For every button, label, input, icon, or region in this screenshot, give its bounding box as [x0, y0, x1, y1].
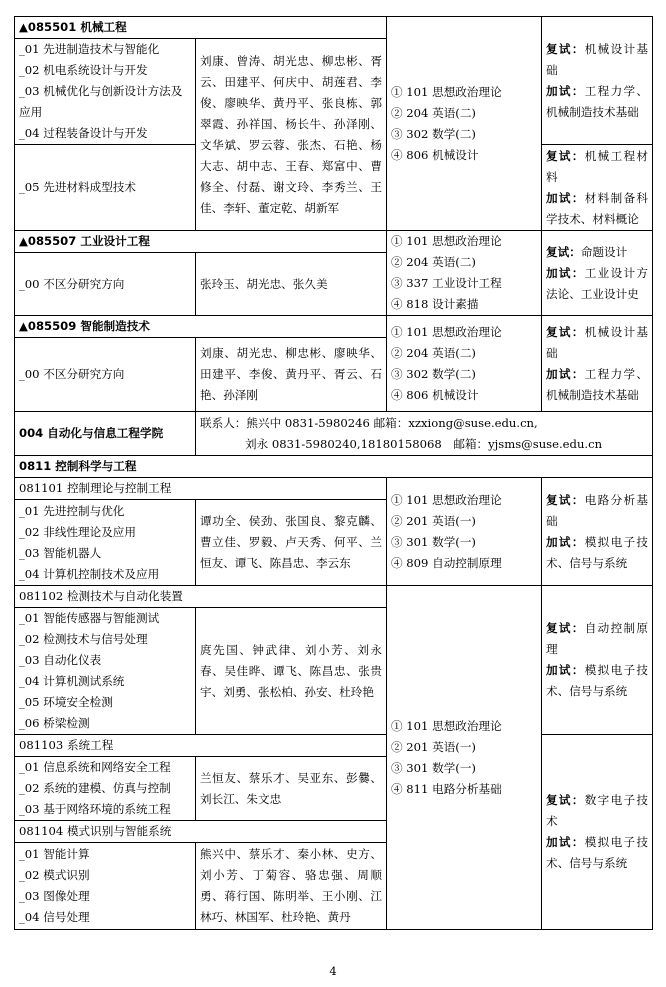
direction-item: _04 计算机测试系统	[19, 674, 125, 688]
direction-item: _02 非线性理论及应用	[19, 524, 136, 539]
research-directions: _00 不区分研究方向	[15, 338, 196, 412]
supervisors: 刘康、胡光忠、柳忠彬、廖映华、田建平、李俊、黄丹平、胥云、石艳、孙泽刚	[196, 338, 387, 412]
direction-item: _01 智能计算	[19, 847, 90, 861]
exam-item: ① 101 思想政治理论	[391, 718, 502, 733]
major-header-row	[15, 231, 653, 253]
research-directions	[15, 757, 196, 821]
exam-item: ② 201 英语(一)	[391, 513, 476, 528]
direction-item: _02 系统的建模、仿真与控制	[19, 781, 171, 795]
contact-line: 联系人：熊兴中 0831-5980246 邮箱：xzxiong@suse.edu.cn,	[200, 415, 538, 430]
direction-item: _02 检测技术与信号处理	[19, 632, 148, 646]
contact-line: 刘永 0831-5980240,18180158068 邮箱：yjsms@suse.edu.cn	[245, 436, 603, 451]
exam-subjects	[387, 316, 542, 412]
enrollment-catalog-page	[14, 16, 652, 930]
direction-item: _01 先进制造技术与智能化	[19, 42, 160, 56]
exam-subjects	[387, 231, 542, 316]
research-directions	[15, 145, 196, 231]
major-header-row	[15, 316, 653, 338]
direction-item: _03 智能机器人	[19, 545, 102, 560]
exam-item: ③ 301 数学(一)	[391, 760, 476, 775]
program-table	[14, 16, 653, 930]
research-directions: _00 不区分研究方向	[15, 253, 196, 316]
retest-cell: 复试：电路分析基础 加试：模拟电子技术、信号与系统	[542, 478, 653, 586]
exam-item: ① 101 思想政治理论	[391, 234, 502, 248]
discipline-header-row	[15, 456, 653, 478]
retest-cell: 复试：数字电子技术 加试：模拟电子技术、信号与系统	[542, 735, 653, 930]
retest-cell: 复试：机械设计基础 加试：工程力学、机械制造技术基础	[542, 17, 653, 145]
contact-info	[196, 412, 653, 456]
exam-item: ② 201 英语(一)	[391, 739, 476, 754]
research-directions	[15, 500, 196, 586]
subdiscipline-title-row	[15, 735, 653, 757]
direction-item: _04 过程装备设计与开发	[19, 126, 148, 140]
exam-item: ② 204 英语(二)	[391, 105, 476, 120]
direction-item: _02 模式识别	[19, 868, 90, 882]
direction-item: _05 先进材料成型技术	[19, 180, 136, 194]
direction-item: _04 计算机控制技术及应用	[19, 566, 160, 581]
subdiscipline-title: 081104 模式识别与智能系统	[15, 821, 387, 843]
direction-item: _01 智能传感器与智能测试	[19, 611, 160, 625]
direction-item: _01 先进控制与优化	[19, 503, 125, 518]
discipline-title: 0811 控制科学与工程	[15, 456, 653, 478]
supervisors: 兰恒友、蔡乐才、吴亚东、彭爨、刘长江、朱文忠	[196, 757, 387, 821]
supervisors: 谭功全、侯劲、张国良、黎克麟、曹立佳、罗毅、卢天秀、何平、兰恒友、谭飞、陈昌忠、李云东	[196, 500, 387, 586]
exam-subjects	[387, 478, 542, 586]
subdiscipline-title-row	[15, 478, 653, 500]
exam-item: ② 204 英语(二)	[391, 345, 476, 360]
direction-item: _06 桥梁检测	[19, 716, 90, 730]
exam-item: ④ 818 设计素描	[391, 297, 479, 311]
supervisors: 熊兴中、蔡乐才、秦小林、史方、刘小芳、丁菊容、骆忠强、周顺勇、蒋行国、陈明举、王小刚、江林巧、林国军、杜玲艳、黄丹	[196, 843, 387, 930]
major-title: ▲085501 机械工程	[15, 17, 387, 39]
supervisors: 张玲玉、胡光忠、张久美	[196, 253, 387, 316]
subdiscipline-title-row	[15, 586, 653, 608]
school-row	[15, 412, 653, 456]
retest-cell: 复试：机械设计基础 加试：工程力学、机械制造技术基础	[542, 316, 653, 412]
research-directions	[15, 39, 196, 145]
exam-item: ① 101 思想政治理论	[391, 492, 502, 507]
direction-item: _05 环境安全检测	[19, 695, 113, 709]
page-number: 4	[329, 964, 337, 978]
research-directions	[15, 843, 196, 930]
retest-cell: 复试：命题设计 加试：工业设计方法论、工业设计史	[542, 231, 653, 316]
exam-item: ② 204 英语(二)	[391, 255, 476, 269]
exam-item: ④ 806 机械设计	[391, 147, 479, 162]
exam-item: ③ 301 数学(一)	[391, 534, 476, 549]
supervisors: 刘康、曾涛、胡光忠、柳忠彬、胥云、田建平、何庆中、胡莲君、李俊、廖映华、黄丹平、张良栋、郭翠霞、孙祥国、杨长牛、孙泽刚、文华斌、罗云蓉、张杰、石艳、杨大志、胡中志、王春、郑富中、曹修全、付磊、谢文玲、李秀兰、王佳、李轩、董定乾、胡新军	[196, 39, 387, 231]
exam-item: ① 101 思想政治理论	[391, 84, 502, 99]
direction-item: _02 机电系统设计与开发	[19, 63, 148, 77]
exam-item: ③ 302 数学(二)	[391, 366, 476, 381]
exam-subjects	[387, 17, 542, 231]
subdiscipline-title: 081101 控制理论与控制工程	[15, 478, 387, 500]
major-title: ▲085507 工业设计工程	[15, 231, 387, 253]
exam-subjects	[387, 586, 542, 930]
retest-cell: 复试：机械工程材料 加试：材料制备科学技术、材料概论	[542, 145, 653, 231]
exam-item: ④ 806 机械设计	[391, 387, 479, 402]
subdiscipline-title: 081103 系统工程	[15, 735, 387, 757]
exam-item: ③ 302 数学(二)	[391, 126, 476, 141]
direction-item: _01 信息系统和网络安全工程	[19, 760, 171, 774]
exam-item: ④ 811 电路分析基础	[391, 781, 502, 796]
exam-item: ① 101 思想政治理论	[391, 324, 502, 339]
subdiscipline-title: 081102 检测技术与自动化装置	[15, 586, 387, 608]
exam-item: ③ 337 工业设计工程	[391, 276, 502, 290]
major-header-row	[15, 17, 653, 39]
research-directions	[15, 608, 196, 735]
supervisors: 庹先国、钟武律、刘小芳、刘永春、吴佳晔、谭飞、陈昌忠、张贵宇、刘勇、张松柏、孙安、杜玲艳	[196, 608, 387, 735]
direction-item: _03 图像处理	[19, 889, 90, 903]
direction-item: _03 基于网络环境的系统工程	[19, 802, 171, 816]
school-name: 004 自动化与信息工程学院	[15, 412, 196, 456]
direction-item: _04 信号处理	[19, 910, 90, 924]
direction-item: _03 自动化仪表	[19, 653, 102, 667]
retest-cell: 复试：自动控制原理 加试：模拟电子技术、信号与系统	[542, 586, 653, 735]
exam-item: ④ 809 自动控制原理	[391, 555, 502, 570]
direction-item: _03 机械优化与创新设计方法及应用	[19, 84, 183, 119]
major-title: ▲085509 智能制造技术	[15, 316, 387, 338]
